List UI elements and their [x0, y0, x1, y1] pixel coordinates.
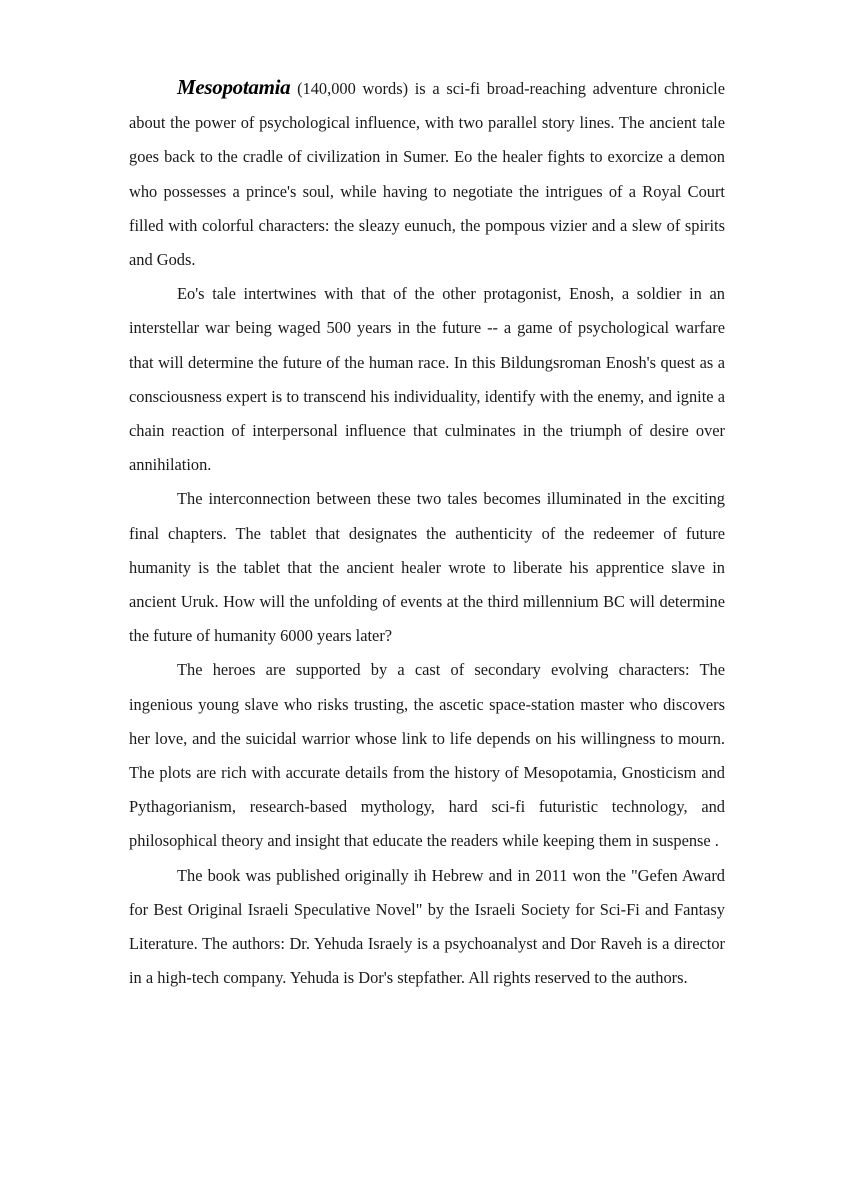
document-body — [129, 70, 725, 995]
intro-text: (140,000 words) is a sci-fi broad-reaching adventure chronicle about the power of psychological influence, with two parallel story lines. The ancient tale goes back to the cradle of civilization in Sumer. Eo the healer fights to exorcize a demon who possesses a prince's soul, while having to negotiate the intrigues of a Royal Court filled with colorful characters: the sleazy eunuch, the pompous vizier and a slew of spirits and Gods. — [129, 79, 725, 270]
paragraph-publication: The book was published originally ih Hebrew and in 2011 won the "Gefen Award for Best Original Israeli Speculative Novel" by the Israeli Society for Sci-Fi and Fantasy Literature. The authors: Dr. Yehuda Israely is a psychoanalyst and Dor Raveh is a director in a high-tech company. Yehuda is Dor's stepfather. All rights reserved to the authors. — [129, 865, 725, 988]
book-title: Mesopotamia — [177, 75, 291, 99]
paragraph-intro — [129, 70, 725, 277]
paragraph-characters: The heroes are supported by a cast of secondary evolving characters: The ingenious young slave who risks trusting, the ascetic space-station master who discovers her love, and the suicidal warrior whose link to life depends on his willingness to mourn. The plots are rich with accurate details from the history of Mesopotamia, Gnosticism and Pythagorianism, research-based mythology, hard sci-fi futuristic technology, and philosophical theory and insight that educate the readers while keeping them in suspense . — [129, 660, 725, 851]
paragraph-interconnection: The interconnection between these two tales becomes illuminated in the exciting final chapters. The tablet that designates the authenticity of the redeemer of future humanity is the tablet that the ancient healer wrote to liberate his apprentice slave in ancient Uruk. How will the unfolding of events at the third millennium BC will determine the future of humanity 6000 years later? — [129, 489, 725, 646]
paragraph-protagonist: Eo's tale intertwines with that of the other protagonist, Enosh, a soldier in an interstellar war being waged 500 years in the future -- a game of psychological warfare that will determine the future of the human race. In this Bildungsroman Enosh's quest as a consciousness expert is to transcend his individuality, identify with the enemy, and ignite a chain reaction of interpersonal influence that culminates in the triumph of desire over annihilation. — [129, 284, 725, 475]
